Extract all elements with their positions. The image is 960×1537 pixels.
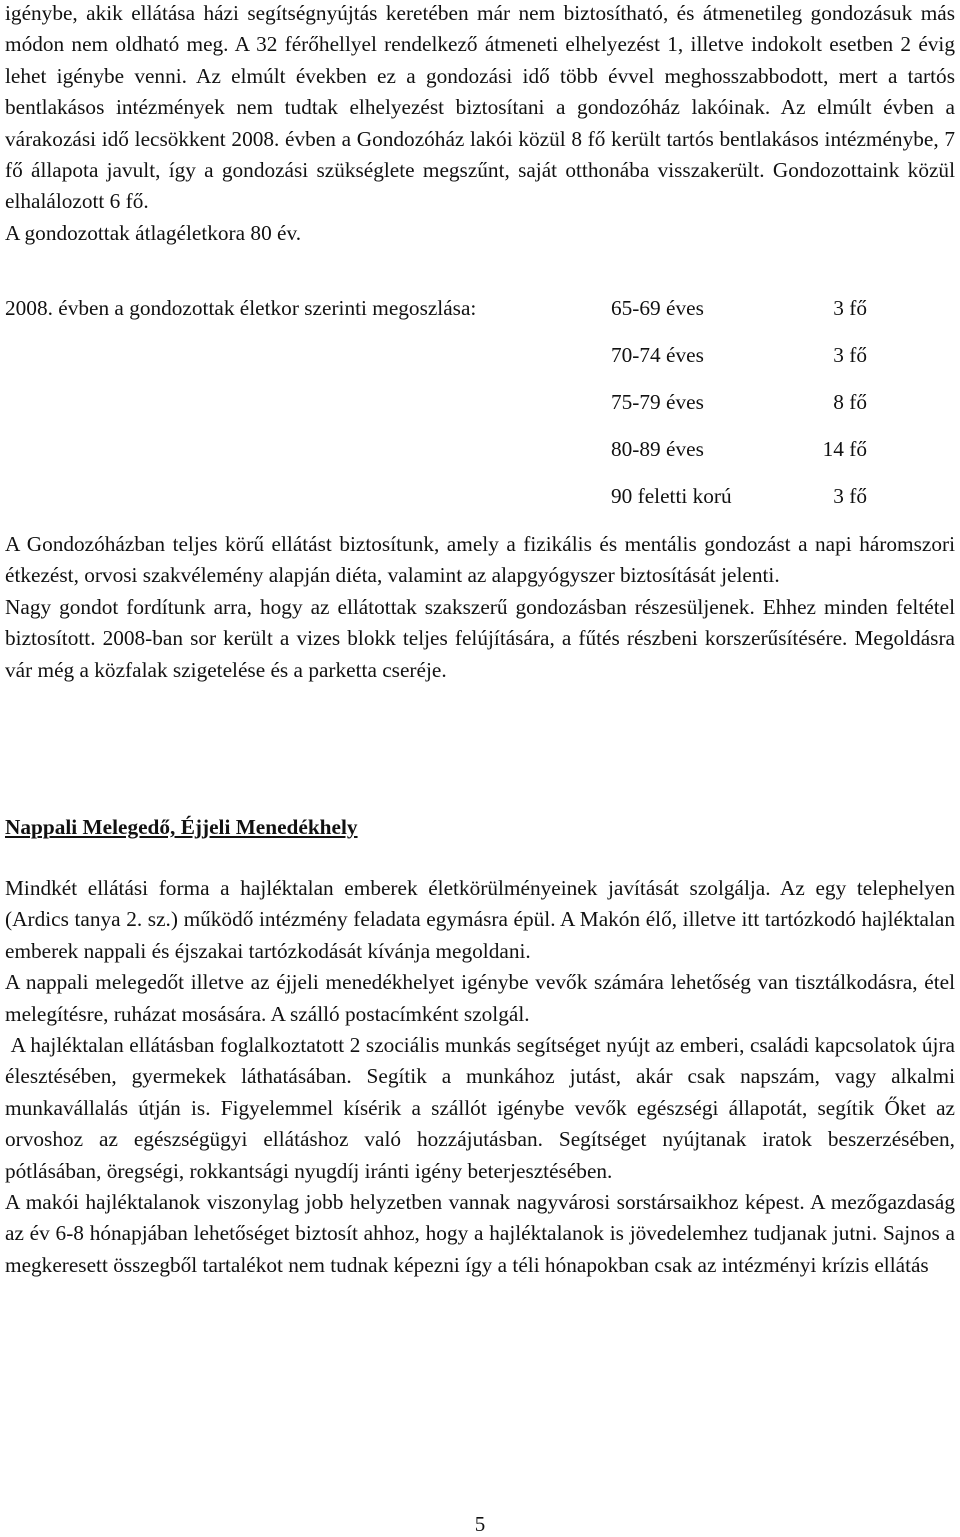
age-range-label: 65-69 éves — [611, 296, 704, 320]
shelter-paragraph: A makói hajléktalanok viszonylag jobb helyzetben vannak nagyvárosi sorstársaikhoz képest. A mezőgazdaság az év 6-8 hónapjában lehetőséget biztosít ahhoz, hogy a hajléktalanok is jövedelemhez tudjanak jutni. Sajnos a megkeresett összegből tartalékot nem tudnak képezni így a téli hónapokban csak az intézményi krízis ellátás — [5, 1190, 955, 1277]
age-count-value: 3 fő — [833, 296, 867, 320]
intro-paragraph: igénybe, akik ellátása házi segítségnyújtás keretében már nem biztosítható, és átmenetileg gondozásuk más módon nem oldható meg. A 32 férőhellyel rendelkező átmeneti elhelyezést 1, illetve indokolt esetben 2 évig lehet igénybe venni. Az elmúlt években ez a gondozási idő több évvel meghosszabbodott, mert a tartós bentlakásos intézmények nem tudtak elhelyezést biztosítani a gondozóház lakóinak. Az elmúlt évben a várakozási idő lecsökkent 2008. évben a Gondozóház lakói közül 8 fő került tartós bentlakásos intézménybe, 7 fő állapota javult, így a gondozási szükséglete megszűnt, saját otthonába visszakerült. Gondozottaink közül elhalálozott 6 fő. — [5, 1, 955, 214]
age-range-label: 80-89 éves — [611, 437, 704, 461]
age-distribution-intro: 2008. évben a gondozottak életkor szerinti megoszlása: — [5, 296, 477, 320]
age-range-label: 75-79 éves — [611, 390, 704, 414]
intro-section — [5, 0, 955, 249]
age-range-label: 70-74 éves — [611, 343, 704, 367]
age-count-value: 14 fő — [822, 437, 867, 461]
age-row — [5, 340, 955, 387]
age-row — [5, 387, 955, 434]
age-count-value: 3 fő — [833, 484, 867, 508]
age-count-value: 8 fő — [833, 390, 867, 414]
care-paragraph: A Gondozóházban teljes körű ellátást biztosítunk, amely a fizikális és mentális gondozást a napi háromszori étkezést, orvosi szakvélemény alapján diéta, valamint az alapgyógyszer biztosítását jelenti. — [5, 532, 955, 588]
care-section — [5, 529, 955, 686]
shelter-section — [5, 873, 960, 1281]
shelter-paragraph: Mindkét ellátási forma a hajléktalan emberek életkörülményeinek javítását szolgálja. Az egy telephelyen (Ardics tanya 2. sz.) működő intézmény feladata egymásra épül. A Makón élő, illetve itt tartózkodó hajléktalan emberek nappali és éjszakai tartózkodását kívánja megoldani. — [5, 876, 955, 963]
section-heading: Nappali Melegedő, Éjjeli Menedékhely — [5, 815, 358, 839]
age-count-value: 3 fő — [833, 343, 867, 367]
shelter-paragraph: A hajléktalan ellátásban foglalkoztatott 2 szociális munkás segítséget nyújt az emberi, családi kapcsolatok újra élesztésében, gyermekek láthatásában. Segítik a munkához jutást, akár csak napszám, vagy alkalmi munkavállalás útján is. Figyelemmel kísérik a szállót igénybe vevők egészségi állapotát, segítik Őket az orvoshoz az egészségügyi ellátáshoz való hozzájutásban. Segítséget nyújtanak iratok beszerzésében, pótlásában, öregségi, rokkantsági nyugdíj iránti igény beterjesztésében. — [5, 1033, 960, 1183]
care-paragraph: Nagy gondot fordítunk arra, hogy az ellátottak szakszerű gondozásban részesüljenek. Ehhez minden feltétel biztosított. 2008-ban sor került a vizes blokk teljes felújítására, a fűtés részbeni korszerűsítésére. Megoldásra vár még a közfalak szigetelése és a parketta cseréje. — [5, 594, 955, 682]
age-row — [5, 293, 955, 340]
age-distribution-table — [5, 293, 955, 528]
age-range-label: 90 feletti korú — [611, 484, 732, 508]
age-row — [5, 481, 955, 528]
shelter-paragraph: A nappali melegedőt illetve az éjjeli menedékhelyet igénybe vevők számára lehetőség van tisztálkodásra, étel melegítésre, ruházat mosására. A szálló postacímként szolgál. — [5, 970, 955, 1026]
page-number: 5 — [474, 1512, 486, 1536]
average-age-line: A gondozottak átlagéletkora 80 év. — [5, 220, 302, 245]
age-row — [5, 434, 955, 481]
